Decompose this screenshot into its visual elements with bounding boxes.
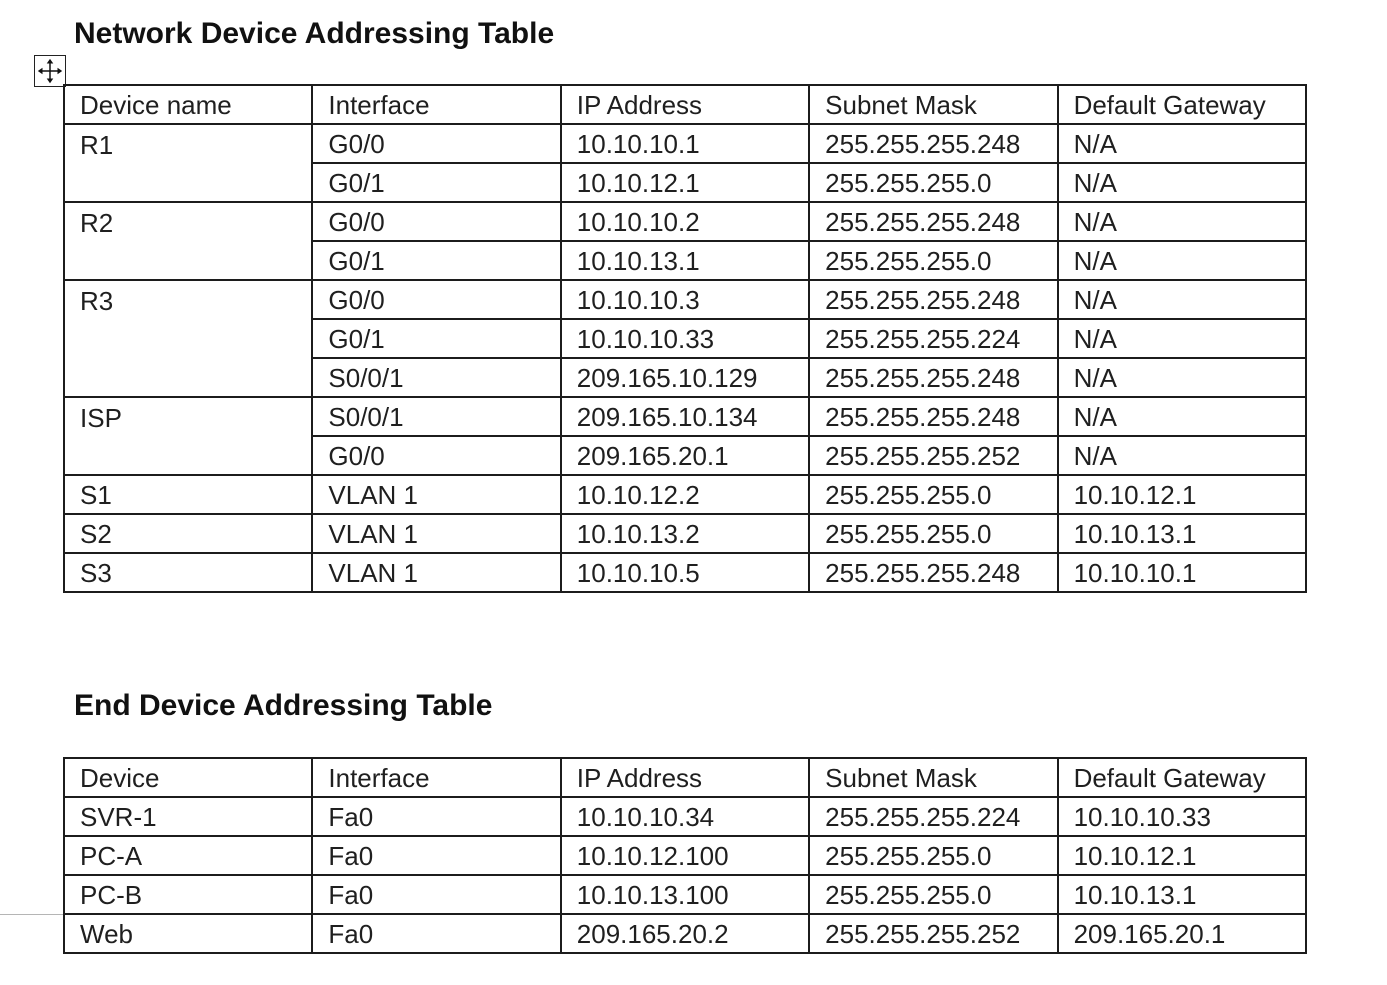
table-row xyxy=(64,514,1306,553)
cell-default-gateway: N/A xyxy=(1058,436,1306,475)
cell-interface: Fa0 xyxy=(312,836,560,875)
cell-ip-address: 10.10.13.2 xyxy=(561,514,809,553)
end-device-table-title: End Device Addressing Table xyxy=(74,689,493,722)
cell-subnet-mask: 255.255.255.0 xyxy=(809,875,1057,914)
cell-device: PC-B xyxy=(64,875,312,914)
cell-subnet-mask: 255.255.255.224 xyxy=(809,797,1057,836)
cell-default-gateway: 10.10.12.1 xyxy=(1058,475,1306,514)
cell-interface: G0/0 xyxy=(312,280,560,319)
header-default-gateway: Default Gateway xyxy=(1058,758,1306,797)
cell-subnet-mask: 255.255.255.248 xyxy=(809,397,1057,436)
cell-interface: VLAN 1 xyxy=(312,514,560,553)
page-margin-line xyxy=(0,914,63,915)
table-row xyxy=(64,797,1306,836)
cell-ip-address: 209.165.20.1 xyxy=(561,436,809,475)
cell-default-gateway: N/A xyxy=(1058,124,1306,163)
cell-interface: G0/1 xyxy=(312,319,560,358)
cell-interface: VLAN 1 xyxy=(312,553,560,592)
table-row xyxy=(64,475,1306,514)
cell-ip-address: 10.10.10.1 xyxy=(561,124,809,163)
cell-ip-address: 10.10.10.3 xyxy=(561,280,809,319)
cell-ip-address: 209.165.10.134 xyxy=(561,397,809,436)
cell-device: Web xyxy=(64,914,312,953)
table-row xyxy=(64,397,1306,436)
table-row xyxy=(64,914,1306,953)
cell-subnet-mask: 255.255.255.0 xyxy=(809,836,1057,875)
cell-default-gateway: 10.10.12.1 xyxy=(1058,836,1306,875)
header-ip-address: IP Address xyxy=(561,758,809,797)
cell-interface: G0/1 xyxy=(312,241,560,280)
cell-interface: G0/0 xyxy=(312,436,560,475)
cell-ip-address: 10.10.13.100 xyxy=(561,875,809,914)
cell-interface: Fa0 xyxy=(312,797,560,836)
network-table-title: Network Device Addressing Table xyxy=(74,17,555,50)
cell-interface: VLAN 1 xyxy=(312,475,560,514)
table-move-handle-icon[interactable] xyxy=(34,55,66,87)
cell-subnet-mask: 255.255.255.0 xyxy=(809,475,1057,514)
cell-device: R1 xyxy=(64,124,312,202)
cell-interface: S0/0/1 xyxy=(312,397,560,436)
table-row xyxy=(64,836,1306,875)
cell-subnet-mask: 255.255.255.0 xyxy=(809,163,1057,202)
cell-ip-address: 10.10.10.2 xyxy=(561,202,809,241)
cell-default-gateway: N/A xyxy=(1058,319,1306,358)
cell-ip-address: 209.165.10.129 xyxy=(561,358,809,397)
header-row xyxy=(64,85,1306,124)
cell-device: S2 xyxy=(64,514,312,553)
cell-device: R3 xyxy=(64,280,312,397)
cell-ip-address: 10.10.10.33 xyxy=(561,319,809,358)
header-interface: Interface xyxy=(312,758,560,797)
cell-default-gateway: N/A xyxy=(1058,163,1306,202)
cell-device: SVR-1 xyxy=(64,797,312,836)
cell-interface: S0/0/1 xyxy=(312,358,560,397)
cell-default-gateway: 10.10.10.33 xyxy=(1058,797,1306,836)
cell-ip-address: 10.10.13.1 xyxy=(561,241,809,280)
cell-default-gateway: N/A xyxy=(1058,202,1306,241)
header-device: Device name xyxy=(64,85,312,124)
cell-default-gateway: 10.10.10.1 xyxy=(1058,553,1306,592)
cell-interface: Fa0 xyxy=(312,914,560,953)
table-row xyxy=(64,124,1306,163)
cell-ip-address: 209.165.20.2 xyxy=(561,914,809,953)
cell-device: R2 xyxy=(64,202,312,280)
cell-device: PC-A xyxy=(64,836,312,875)
cell-subnet-mask: 255.255.255.224 xyxy=(809,319,1057,358)
cell-default-gateway: 10.10.13.1 xyxy=(1058,875,1306,914)
table-row xyxy=(64,202,1306,241)
header-subnet-mask: Subnet Mask xyxy=(809,758,1057,797)
cell-default-gateway: N/A xyxy=(1058,358,1306,397)
cell-subnet-mask: 255.255.255.252 xyxy=(809,914,1057,953)
table-row xyxy=(64,875,1306,914)
cell-subnet-mask: 255.255.255.248 xyxy=(809,202,1057,241)
header-row xyxy=(64,758,1306,797)
cell-subnet-mask: 255.255.255.0 xyxy=(809,514,1057,553)
cell-device: ISP xyxy=(64,397,312,475)
cell-subnet-mask: 255.255.255.248 xyxy=(809,280,1057,319)
cell-ip-address: 10.10.10.34 xyxy=(561,797,809,836)
cell-default-gateway: N/A xyxy=(1058,241,1306,280)
cell-subnet-mask: 255.255.255.248 xyxy=(809,553,1057,592)
table-row xyxy=(64,280,1306,319)
cell-ip-address: 10.10.12.100 xyxy=(561,836,809,875)
cell-device: S3 xyxy=(64,553,312,592)
cell-subnet-mask: 255.255.255.0 xyxy=(809,241,1057,280)
cell-subnet-mask: 255.255.255.248 xyxy=(809,358,1057,397)
end-device-table xyxy=(63,757,1307,954)
cell-default-gateway: N/A xyxy=(1058,280,1306,319)
header-default-gateway: Default Gateway xyxy=(1058,85,1306,124)
network-device-table xyxy=(63,84,1307,593)
header-ip-address: IP Address xyxy=(561,85,809,124)
cell-device: S1 xyxy=(64,475,312,514)
cell-interface: G0/1 xyxy=(312,163,560,202)
cell-interface: Fa0 xyxy=(312,875,560,914)
cell-ip-address: 10.10.12.2 xyxy=(561,475,809,514)
cell-default-gateway: 209.165.20.1 xyxy=(1058,914,1306,953)
cell-default-gateway: N/A xyxy=(1058,397,1306,436)
table-row xyxy=(64,553,1306,592)
cell-default-gateway: 10.10.13.1 xyxy=(1058,514,1306,553)
cell-subnet-mask: 255.255.255.248 xyxy=(809,124,1057,163)
cell-interface: G0/0 xyxy=(312,124,560,163)
header-subnet-mask: Subnet Mask xyxy=(809,85,1057,124)
cell-subnet-mask: 255.255.255.252 xyxy=(809,436,1057,475)
cell-ip-address: 10.10.12.1 xyxy=(561,163,809,202)
cell-interface: G0/0 xyxy=(312,202,560,241)
header-device: Device xyxy=(64,758,312,797)
header-interface: Interface xyxy=(312,85,560,124)
cell-ip-address: 10.10.10.5 xyxy=(561,553,809,592)
